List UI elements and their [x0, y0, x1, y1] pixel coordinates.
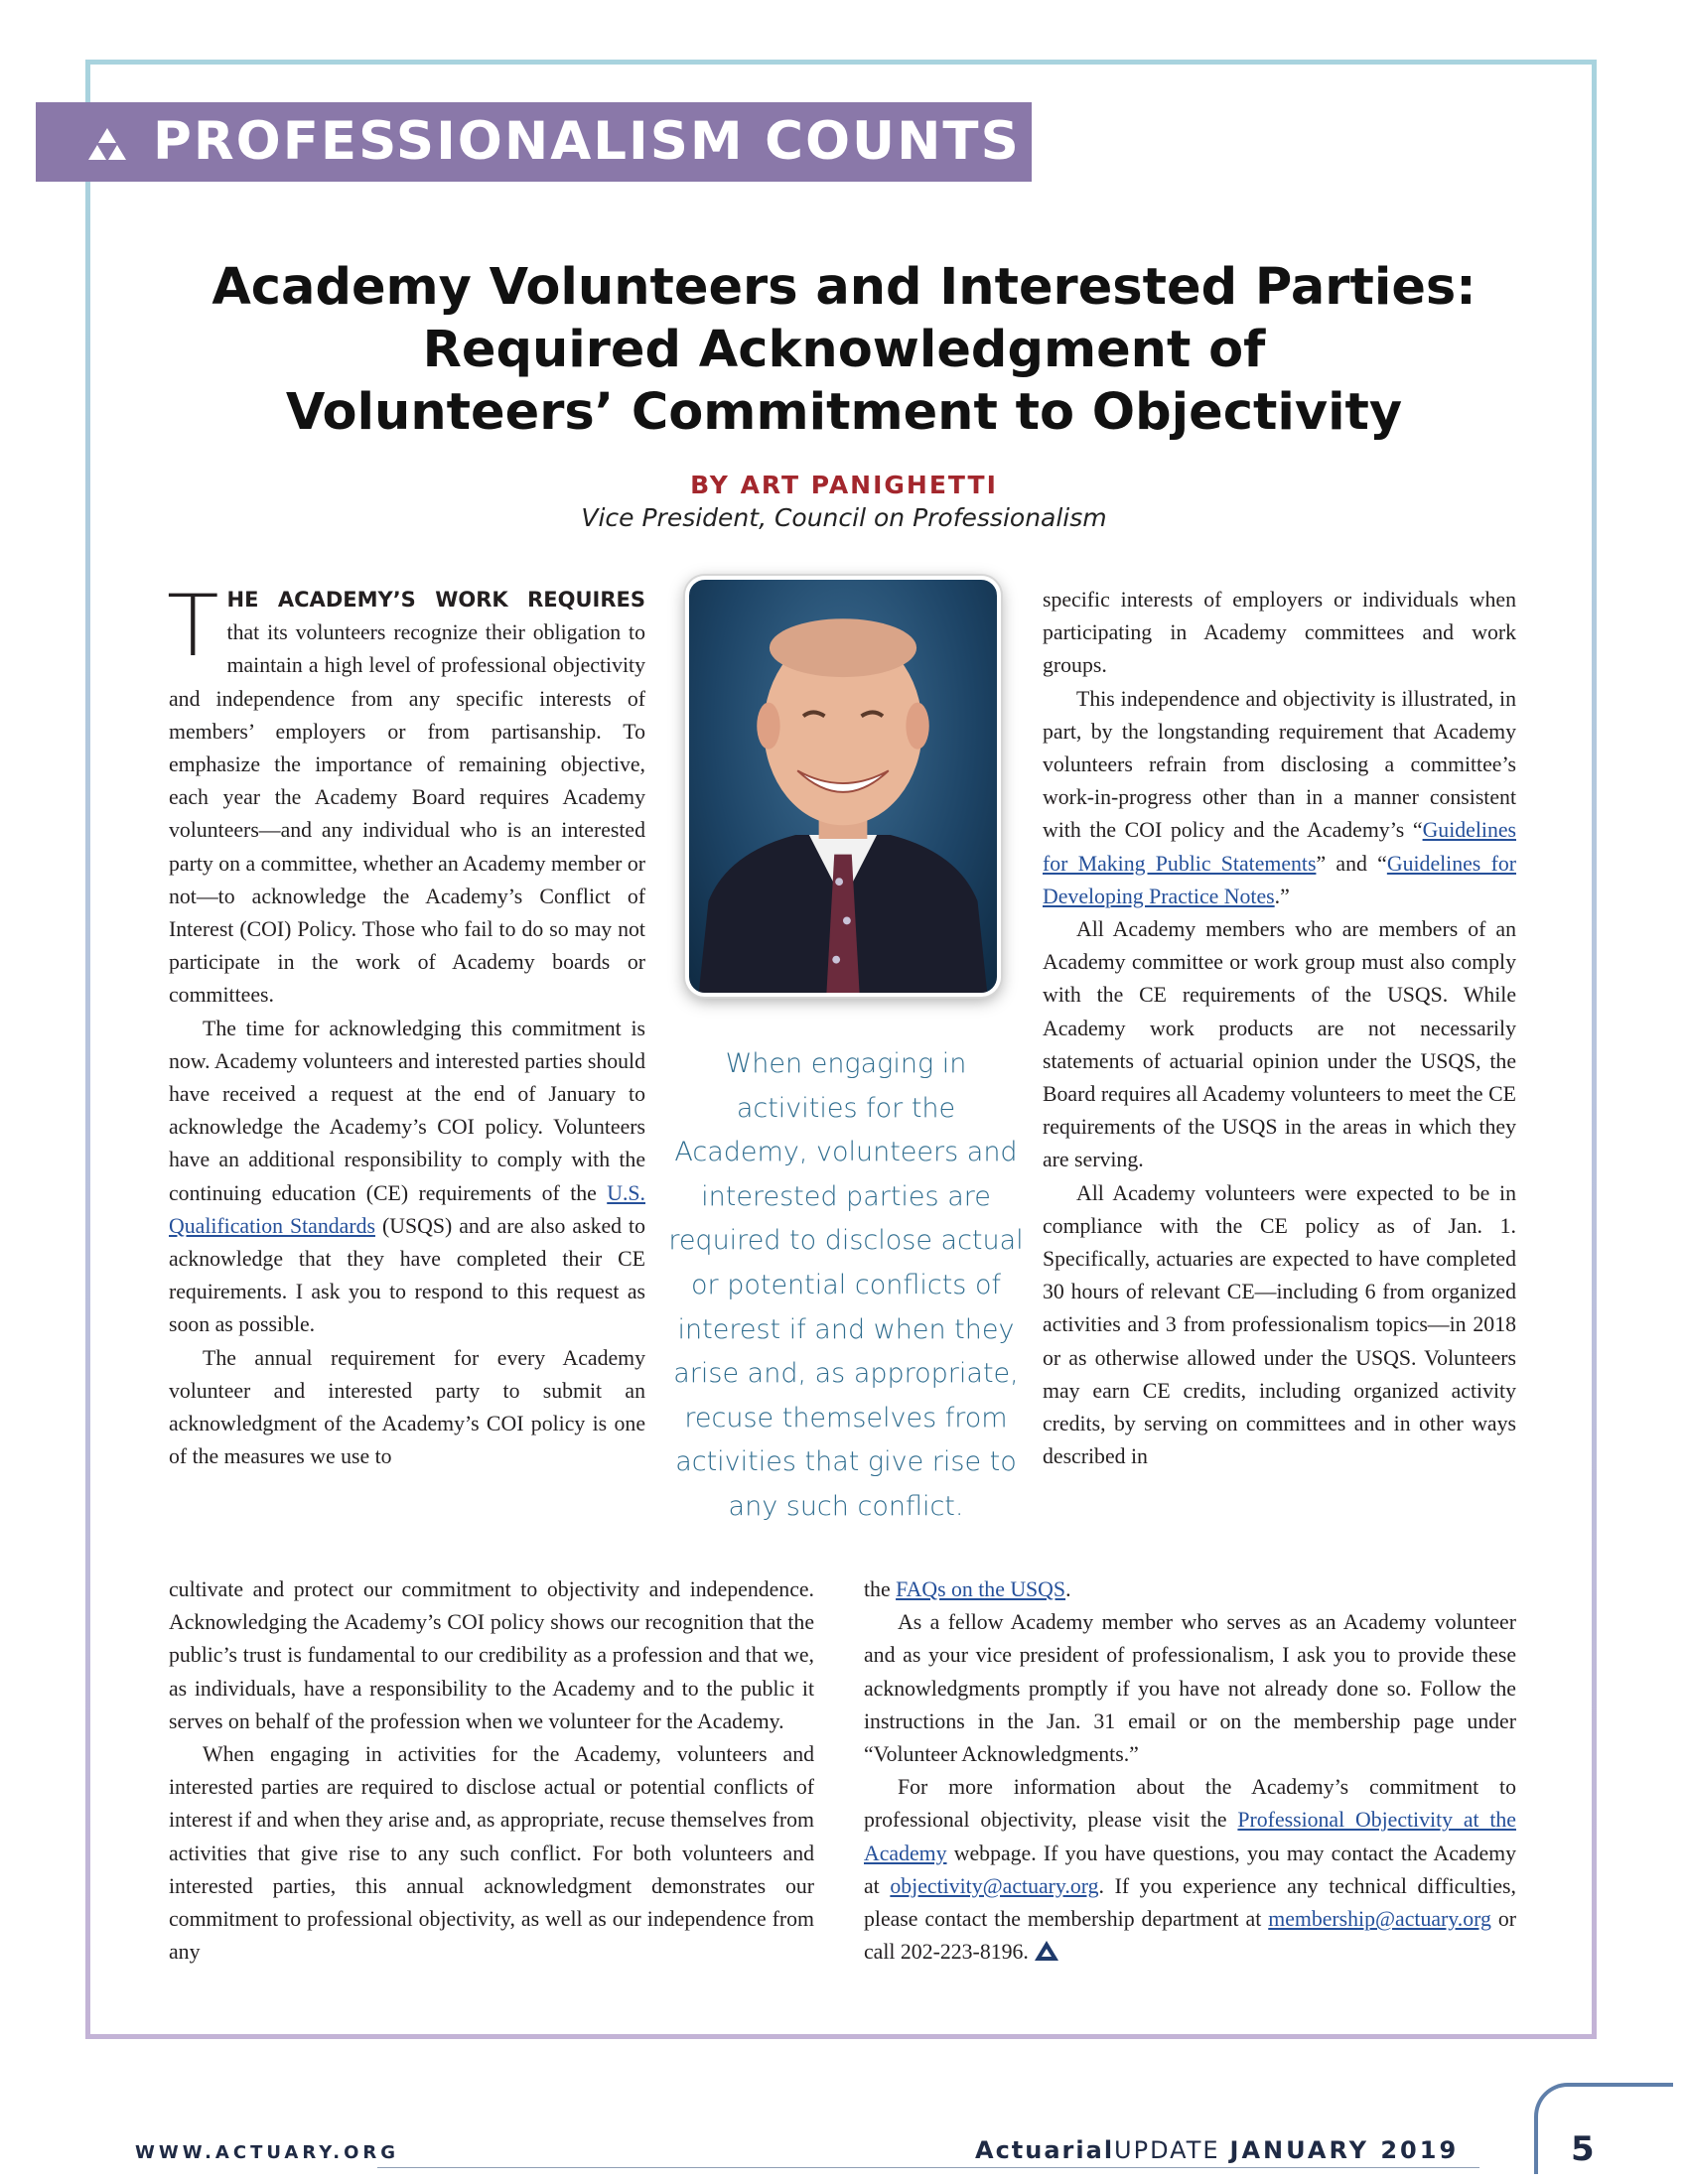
paragraph: [167, 577, 645, 1013]
paragraph: All Academy members who are members of an Academy committee or work group must also comply with the CE requirements of the USQS. While Academy work products are not necessarily statements of actuarial opinion under the USQS, the Board requires all Academy volunteers to meet the CE requirements of the USQS in the areas in which they are serving.: [1043, 917, 1516, 1172]
paragraph: [864, 1573, 1516, 1606]
academy-triangle-logo-icon: [87, 127, 127, 161]
end-mark-triangle-icon: [1035, 1941, 1058, 1961]
paragraph-text: that its volunteers recognize their obligation to maintain a high level of professional objectivity and independence from any specific interests of members’ employers or from partisanship. To emphasize the importance of remaining objective, each year the Academy Board requires Academy volunteers—and any individual who is an interested party on a committee, whether an Academy member or not—to acknowledge the Academy’s Conflict of Interest (COI) Policy. Those who fail to do so may not participate in the work of Academy boards or committees.: [169, 620, 645, 1008]
paragraph-text: The time for acknowledging this commitment is now. Academy volunteers and interested parties should have received a request at the end of January to acknowledge the Academy’s COI policy. Volunteers have an additional responsibility to comply with the continuing education (CE) requirements of the: [169, 1016, 645, 1205]
page-number: 5: [1571, 2129, 1595, 2169]
column-left: [167, 577, 645, 1473]
paragraph: All Academy volunteers were expected to be in compliance with the CE policy as of Jan. 1. Specifically, actuaries are expected to have completed 30 hours of relevant CE—including 6 from organized activities and 3 from professionalism topics—in 2018 or as otherwise allowed under the USQS. Volunteers may earn CE credits, including organized activity credits, by serving on committees and in other ways described in: [1043, 1180, 1516, 1469]
lead-in: HE ACADEMY’S WORK REQUIRES: [226, 588, 645, 612]
column-right: [1043, 584, 1516, 1473]
paragraph-text: (USQS) and are also asked to acknowledge that they have completed their CE requirements. I ask you to respond to this request as soon as possible.: [169, 1213, 645, 1337]
author-byline: BY ART PANIGHETTI: [690, 471, 998, 499]
publication-name-rest: UPDATE: [1114, 2136, 1220, 2164]
page-number-tab: [1534, 2083, 1673, 2174]
paragraph-text: webpage. If you have questions, you may contact the Academy at: [864, 1841, 1516, 1898]
usqs-faq-link[interactable]: FAQs on the USQS: [896, 1577, 1066, 1601]
section-banner-label: PROFESSIONALISM COUNTS: [153, 111, 1021, 172]
paragraph-text: For more information about the Academy’s commitment to professional objectivity, please visit the: [864, 1775, 1516, 1833]
author-photo: [685, 576, 1001, 997]
portrait-illustration: [689, 580, 997, 993]
paragraph: cultivate and protect our commitment to objectivity and independence. Acknowledging the Academy’s COI policy shows our recognition that the public’s trust is fundamental to our credibility as a profession and that we, as individuals, have a responsibility to the Academy and to the public it serves on behalf of the profession when we volunteer for the Academy.: [169, 1577, 814, 1733]
title-line: Academy Volunteers and Interested Parties:: [211, 258, 1477, 317]
title-line: Volunteers’ Commitment to Objectivity: [285, 383, 1403, 442]
footer-publication: [975, 2136, 1459, 2164]
practice-notes-guidelines-link[interactable]: Guidelines for Developing Practice Notes: [1043, 851, 1516, 908]
issue-date: JANUARY 2019: [1229, 2136, 1460, 2164]
paragraph: [864, 1771, 1516, 1969]
paragraph-text: the: [864, 1577, 897, 1601]
membership-email-link[interactable]: membership@actuary.org: [1268, 1907, 1491, 1932]
footer-rule: [377, 2167, 1479, 2168]
paragraph: When engaging in activities for the Academy, volunteers and interested parties are required to disclose actual or potential conflicts of interest if and when they arise and, as appropriate, recuse themselves from activities that give rise to any such conflict. For both volunteers and interested parties, this annual acknowledgment demonstrates our commitment to professional objectivity, as well as our independence from any: [169, 1742, 814, 1965]
section-banner: [36, 102, 1032, 182]
column-bottom-right: [864, 1573, 1516, 1969]
paragraph-text: .”: [1274, 884, 1290, 908]
paragraph: As a fellow Academy member who serves as an Academy volunteer and as your vice president of professionalism, I ask you to provide these acknowledgments promptly if you have not already done so. Follow the instructions in the Jan. 31 email or on the membership page under “Volunteer Acknowledgments.”: [864, 1610, 1516, 1767]
objectivity-email-link[interactable]: objectivity@actuary.org: [890, 1873, 1099, 1898]
paragraph-text: This independence and objectivity is illustrated, in part, by the longstanding requirement that Academy volunteers refrain from disclosing a committee’s work-in-progress other than in a manner consistent with the COI policy and the Academy’s “: [1043, 686, 1516, 843]
paragraph-text: or call 202-223-8196.: [864, 1907, 1516, 1965]
paragraph: The annual requirement for every Academy volunteer and interested party to submit an acknowledgment of the Academy’s COI policy is one of the measures we use to: [169, 1345, 645, 1469]
paragraph-text: ” and “: [1316, 851, 1387, 876]
paragraph: specific interests of employers or individuals when participating in Academy committees and work groups.: [1043, 588, 1516, 678]
pull-quote: When engaging in activities for the Academy, volunteers and interested parties are required to disclose actual or potential conflicts of interest if and when they arise and, as appropriate, recuse themselves from activities that give rise to any such conflict.: [668, 1048, 1024, 1522]
public-statements-guidelines-link[interactable]: Guidelines for Making Public Statements: [1043, 818, 1516, 876]
professional-objectivity-link[interactable]: Professional Objectivity at the Academy: [864, 1808, 1516, 1865]
footer-website: WWW.ACTUARY.ORG: [135, 2142, 400, 2163]
paragraph: [169, 1013, 645, 1342]
column-bottom-left: [169, 1573, 814, 1969]
paragraph: [1043, 683, 1516, 913]
article-title: [149, 256, 1539, 444]
paragraph-text: . If you experience any technical difficulties, please contact the membership department at: [864, 1873, 1516, 1932]
author-role: Vice President, Council on Professionalism: [581, 503, 1107, 532]
publication-name-bold: Actuarial: [975, 2136, 1115, 2164]
title-line: Required Acknowledgment of: [422, 321, 1266, 379]
paragraph-text: .: [1065, 1577, 1071, 1601]
drop-cap: T: [167, 577, 219, 676]
usqs-link[interactable]: U.S. Qualification Standards: [169, 1180, 645, 1238]
